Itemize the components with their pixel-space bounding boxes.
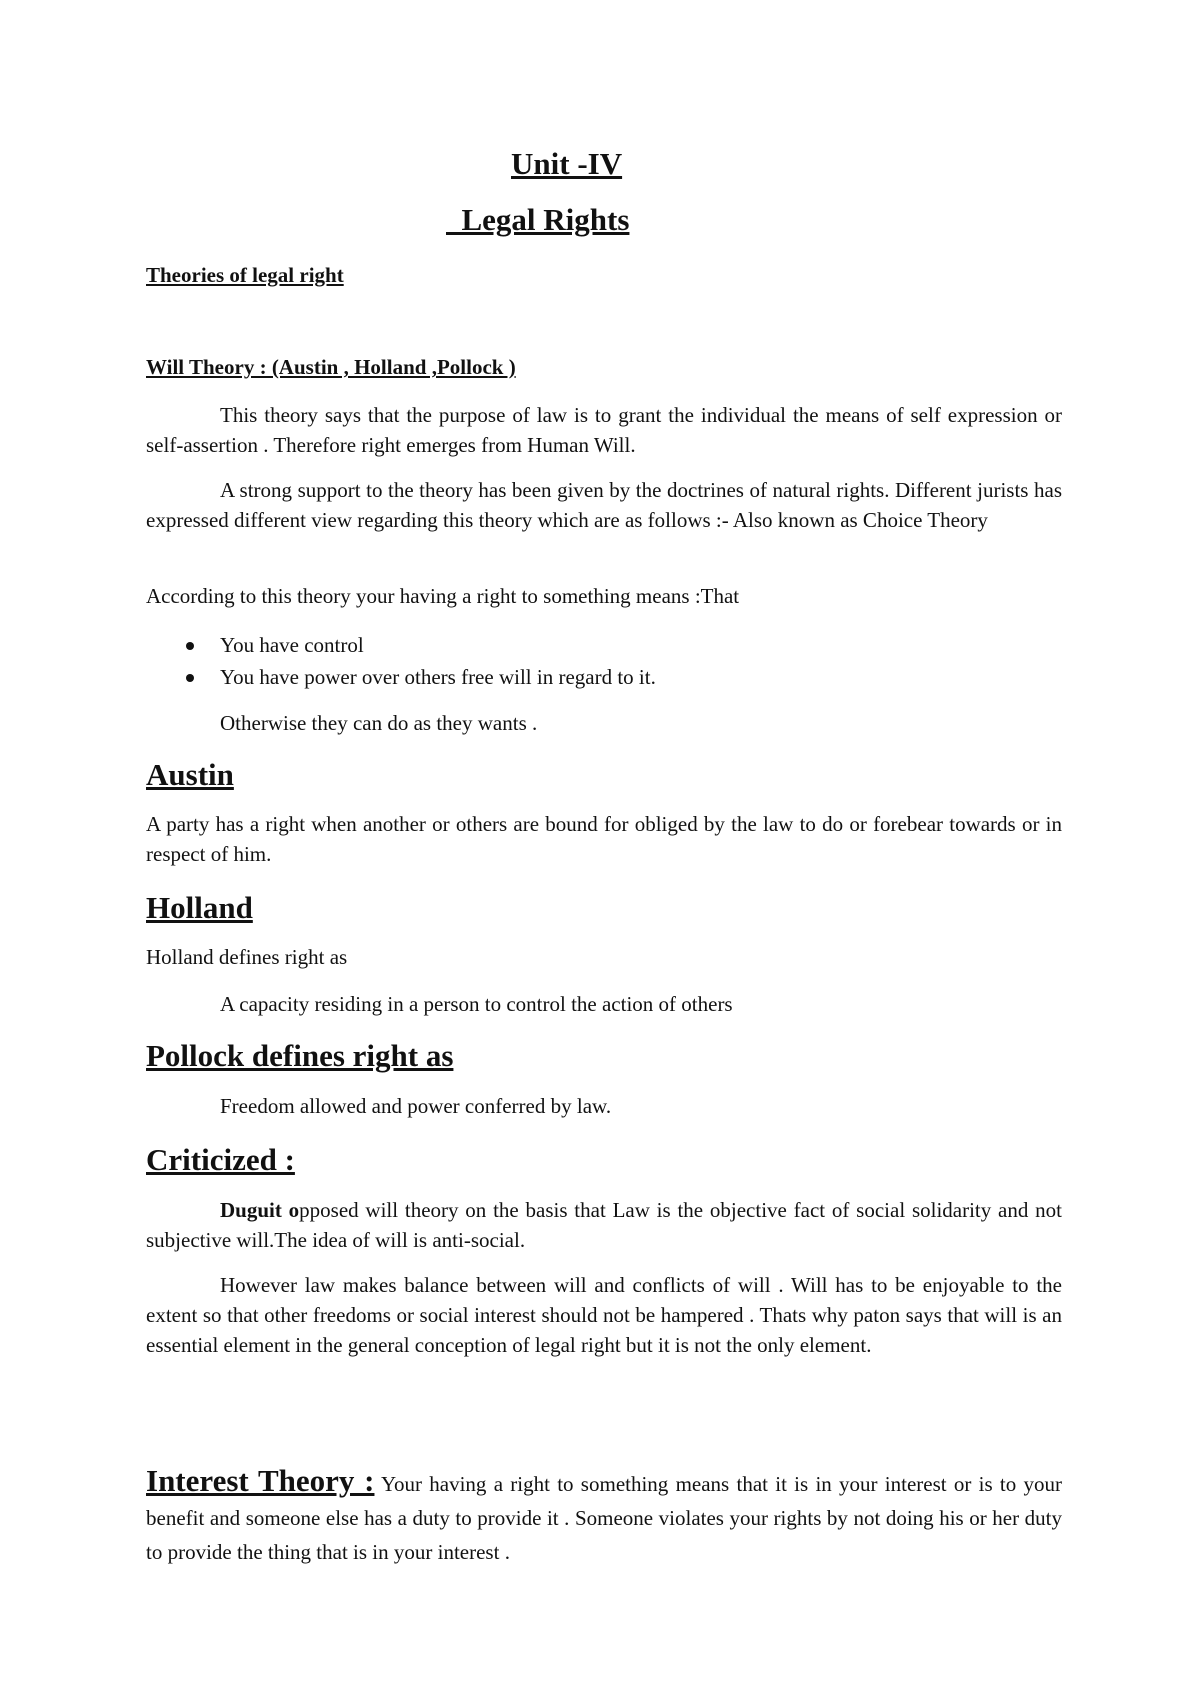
criticized-para-2: However law makes balance between will and conflicts of will . Will has to be enjoyable to the extent so that other freedoms or social interest should not be hampered . Thats why paton says that will is an essential element in the general conception of legal right but it is not the only element. bbox=[146, 1273, 1062, 1357]
bullet-item-1: You have control bbox=[220, 633, 364, 657]
holland-definition: A capacity residing in a person to control the action of others bbox=[220, 992, 733, 1016]
duguit-name: Duguit o bbox=[220, 1198, 300, 1222]
unit-title: Unit -IV bbox=[511, 146, 623, 181]
will-theory-para-1: This theory says that the purpose of law is to grant the individual the means of self expression or self-assertion . Therefore right emerges from Human Will. bbox=[146, 403, 1062, 457]
duguit-text: pposed will theory on the basis that Law is the objective fact of social solidarity and not subjective will.The idea of will is anti-social. bbox=[146, 1198, 1062, 1252]
pollock-definition: Freedom allowed and power conferred by law. bbox=[220, 1094, 612, 1118]
holland-heading: Holland bbox=[146, 890, 253, 925]
holland-text: Holland defines right as bbox=[146, 945, 348, 969]
theories-heading: Theories of legal right bbox=[146, 263, 344, 287]
interest-theory-heading: Interest Theory : bbox=[146, 1463, 375, 1498]
legal-rights-title bbox=[446, 200, 629, 240]
bullet-1-icon bbox=[186, 642, 194, 650]
criticized-para-1 bbox=[146, 1195, 1062, 1255]
austin-text: A party has a right when another or others are bound for obliged by the law to do or forebear towards or in respect of him. bbox=[146, 812, 1062, 866]
interest-theory-text: Your having a right to something means that it is in your interest or is to your benefit and someone else has a duty to provide it . Someone violates your rights by not doing his or her duty to provide the thing that is in your interest . bbox=[146, 1472, 1062, 1564]
bullet-2-icon bbox=[186, 674, 194, 682]
bullet-item-2: You have power over others free will in regard to it. bbox=[220, 665, 656, 689]
will-theory-para-3: According to this theory your having a right to something means :That bbox=[146, 584, 740, 608]
will-theory-para-2: A strong support to the theory has been given by the doctrines of natural rights. Different jurists has expressed different view regarding this theory which are as follows :- Also known as Choice Theory bbox=[146, 478, 1062, 532]
austin-heading: Austin bbox=[146, 757, 234, 792]
criticized-heading: Criticized : bbox=[146, 1142, 295, 1177]
legal-rights-title-text: Legal Rights bbox=[461, 202, 630, 237]
pollock-heading: Pollock defines right as bbox=[146, 1038, 454, 1073]
will-theory-heading: Will Theory : (Austin , Holland ,Pollock ) bbox=[146, 355, 516, 379]
interest-theory-para bbox=[146, 1464, 1062, 1569]
will-theory-para-4: Otherwise they can do as they wants . bbox=[220, 711, 538, 735]
